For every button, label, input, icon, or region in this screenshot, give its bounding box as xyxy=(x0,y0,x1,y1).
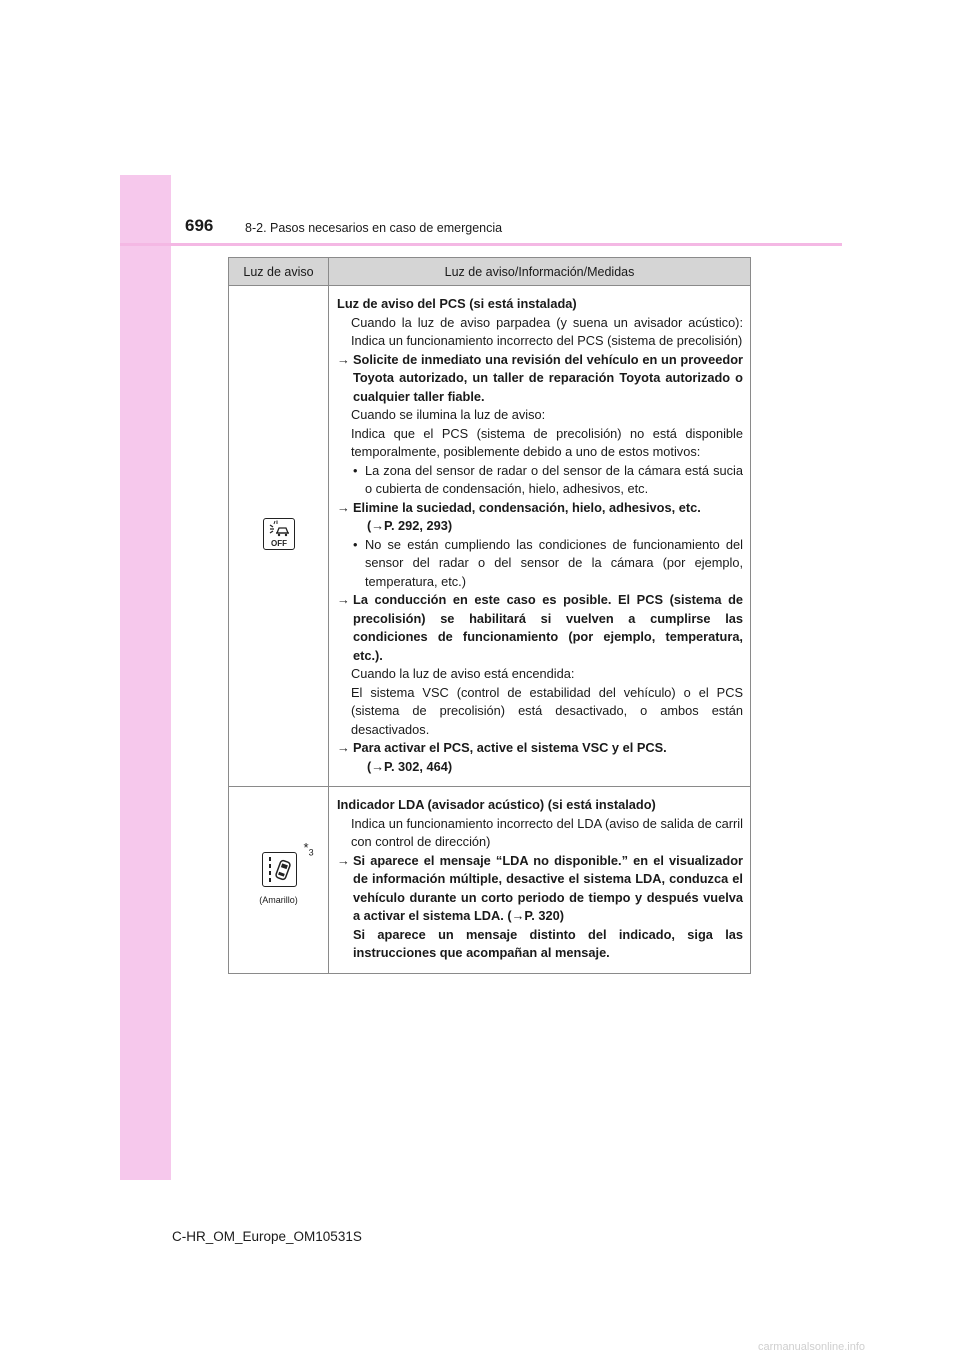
pcs-cause-conditions: • No se están cumpliendo las condiciones de funcionamiento del sensor del radar o del sensor de la cámara (por ejemplo, temperatura, etc.) xyxy=(353,536,743,589)
bullet-icon: • xyxy=(353,536,358,552)
pcs-lit-text: Indica que el PCS (sistema de precolisión) no está disponible temporalmente, posiblemente debido a uno de estos motivos: xyxy=(351,425,743,459)
arrow-icon: → xyxy=(337,592,350,607)
pcs-title: Luz de aviso del PCS (si está instalada) xyxy=(337,296,577,311)
table-row-lda xyxy=(229,787,751,974)
arrow-icon: → xyxy=(337,499,350,515)
info-cell-lda xyxy=(329,787,751,974)
pcs-action-inspection: → Solicite de inmediato una revisión del vehículo en un proveedor Toyota autorizado, un taller de reparación Toyota autorizado o cualquier taller fiable. xyxy=(337,351,743,404)
pcs-action-clean: → Elimine la suciedad, condensación, hielo, adhesivos, etc. (→P. 292, 293) xyxy=(351,499,743,536)
pcs-cause-dirty-sensor: • La zona del sensor de radar o del sensor de la cámara está sucia o cubierta de condensación, hielo, adhesivos, etc. xyxy=(353,462,743,496)
side-color-band xyxy=(120,175,171,1180)
pcs-icon-off-text: OFF xyxy=(270,538,287,548)
header-informacion-medidas: Luz de aviso/Información/Medidas xyxy=(329,258,751,286)
pcs-action-activate: → Para activar el PCS, active el sistema VSC y el PCS. (→P. 302, 464) xyxy=(351,739,743,776)
pcs-off-warning-icon xyxy=(263,518,295,550)
lda-action-other-message: Si aparece un mensaje distinto del indicado, siga las instrucciones que acompañan al mensaje. xyxy=(353,926,743,960)
lda-malfunction-text: Indica un funcionamiento incorrecto del LDA (aviso de salida de carril con control de dirección) xyxy=(351,815,743,849)
footer-manual-code: C-HR_OM_Europe_OM10531S xyxy=(172,1229,362,1244)
arrow-icon: → xyxy=(337,852,350,868)
icon-color-label: (Amarillo) xyxy=(259,895,298,906)
info-cell-pcs xyxy=(329,286,751,787)
watermark: carmanualsonline.info xyxy=(758,1341,866,1353)
icon-cell-lda xyxy=(229,787,329,974)
page-number: 696 xyxy=(185,216,214,235)
header-rule xyxy=(120,243,842,246)
lda-action-message: → Si aparece el mensaje “LDA no disponible.” en el visualizador de información múltiple, desactive el sistema LDA, conduzca el vehículo durante un corto periodo de tiempo y después vuelva a activar el sistema LDA. (→P. 320) xyxy=(337,852,743,923)
warning-light-table xyxy=(228,257,751,974)
footnote-star-3: $*_3$ xyxy=(303,840,314,858)
table-header-row xyxy=(229,258,751,286)
lda-title: Indicador LDA (avisador acústico) (si está instalado) xyxy=(337,797,656,812)
section-title: 8-2. Pasos necesarios en caso de emergencia xyxy=(245,221,503,235)
pcs-lit-heading: Cuando se ilumina la luz de aviso: xyxy=(351,407,546,422)
lda-lane-departure-icon xyxy=(262,852,297,887)
arrow-icon: → xyxy=(337,740,350,755)
bullet-icon: • xyxy=(353,462,358,478)
pcs-action-driving-possible: → La conducción en este caso es posible. El PCS (sistema de precolisión) se habilitará si vuelven a cumplirse las condiciones de funcionamiento (por ejemplo, temperatura, etc.). xyxy=(337,592,743,663)
pcs-clean-page-ref: (→P. 292, 293) xyxy=(367,518,453,533)
pcs-blink-text: Cuando la luz de aviso parpadea (y suena un avisador acústico): Indica un funcionamiento incorrecto del PCS (sistema de precolisión) xyxy=(351,314,743,348)
pcs-on-text: El sistema VSC (control de estabilidad del vehículo) o el PCS (sistema de precolisión) está desactivado, o ambos están desactivados. xyxy=(351,684,743,737)
table-row-pcs xyxy=(229,286,751,787)
icon-cell-pcs xyxy=(229,286,329,787)
header-luz-de-aviso: Luz de aviso xyxy=(229,258,329,286)
arrow-icon: → xyxy=(337,351,350,367)
pcs-on-heading: Cuando la luz de aviso está encendida: xyxy=(351,666,575,681)
pcs-activate-page-ref: (→P. 302, 464) xyxy=(367,758,453,774)
